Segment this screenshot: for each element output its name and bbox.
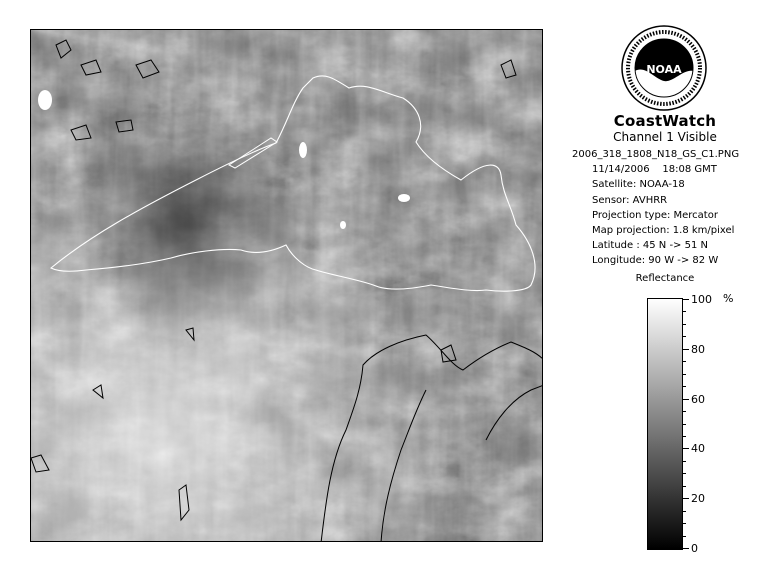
channel-label: Channel 1 Visible: [613, 130, 717, 144]
legend-tick: [683, 498, 689, 499]
legend-minor-tick: [683, 511, 686, 512]
legend-minor-tick: [683, 424, 686, 425]
legend-tick-label: 100: [691, 293, 712, 306]
noaa-logo: [621, 25, 707, 111]
svg-text:NOAA: NOAA: [646, 63, 682, 76]
longitude-label: Longitude: 90 W -> 82 W: [592, 255, 719, 267]
legend-unit: %: [723, 292, 734, 305]
product-title: CoastWatch: [613, 112, 717, 130]
sensor-label: Sensor: AVHRR: [592, 194, 668, 206]
legend-tick-label: 60: [691, 392, 705, 406]
noaa-logo-icon: [621, 25, 707, 111]
legend-minor-tick: [683, 411, 686, 412]
legend-tick: [683, 299, 689, 300]
projection-type-label: Projection type: Mercator: [592, 209, 718, 221]
date-label: 11/14/2006: [592, 164, 650, 176]
map-projection-label: Map projection: 1.8 km/pixel: [592, 225, 735, 237]
legend-minor-tick: [683, 461, 686, 462]
legend-minor-tick: [683, 311, 686, 312]
legend-minor-tick: [683, 436, 686, 437]
legend-minor-tick: [683, 386, 686, 387]
legend-tick: [683, 548, 689, 549]
legend-minor-tick: [683, 473, 686, 474]
legend-minor-tick: [683, 523, 686, 524]
cloud-imagery: [31, 30, 543, 542]
time-label: 18:08 GMT: [662, 164, 717, 176]
legend-tick-label: 20: [691, 492, 705, 506]
satellite-label: Satellite: NOAA-18: [592, 179, 685, 191]
filename-label: 2006_318_1808_N18_GS_C1.PNG: [572, 149, 740, 160]
legend-tick-label: 80: [691, 342, 705, 356]
datetime-row: [572, 162, 778, 177]
legend-tick-label: 0: [691, 542, 698, 555]
legend-minor-tick: [683, 324, 686, 325]
latitude-label: Latitude : 45 N -> 51 N: [592, 240, 708, 252]
satellite-image: [30, 29, 543, 542]
legend-minor-tick: [683, 486, 686, 487]
legend-tick: [683, 399, 689, 400]
legend-minor-tick: [683, 336, 686, 337]
legend-tick: [683, 349, 689, 350]
reflectance-scale-bar: [647, 298, 683, 550]
legend-tick-label: 40: [691, 442, 705, 456]
legend-minor-tick: [683, 374, 686, 375]
metadata-panel: [572, 147, 778, 269]
legend-tick: [683, 448, 689, 449]
legend-title: Reflectance: [635, 273, 695, 284]
legend-minor-tick: [683, 536, 686, 537]
legend-minor-tick: [683, 361, 686, 362]
